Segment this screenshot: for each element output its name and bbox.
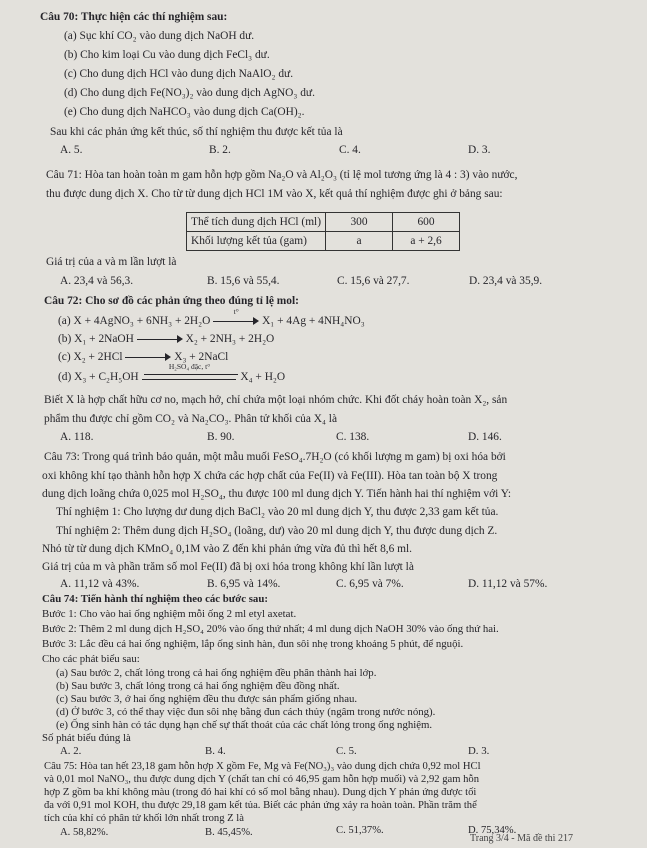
q74-item-a: (a) Sau bước 2, chất lỏng trong cả hai ống nghiệm đều phân thành hai lớp.: [56, 667, 377, 679]
page-footer: Trang 3/4 - Mã đề thi 217: [470, 833, 573, 844]
q72-eq-c-left: (c) X₂ + 2HCl: [58, 351, 123, 363]
q73-option-b: B. 6,95 và 14%.: [207, 578, 281, 590]
table-row: [187, 232, 460, 251]
q74-option-b: B. 4.: [205, 745, 226, 757]
q70-item-e: (e) Cho dung dịch NaHCO₃ vào dung dịch Ca(OH)₂.: [64, 106, 305, 118]
q71-line1: [46, 166, 517, 184]
q74-item-d: (d) Ở bước 3, có thể thay việc đun sôi nhẹ bằng đun cách thủy (ngâm trong nước nóng).: [56, 706, 436, 718]
table-cell-precipitate-label: Khối lượng kết tủa (gam): [187, 232, 326, 251]
q74-option-a: A. 2.: [60, 745, 82, 757]
q74-intro: Cho các phát biểu sau:: [42, 653, 140, 665]
q72-stem: Câu 72: Cho sơ đồ các phản ứng theo đúng tỉ lệ mol:: [44, 295, 299, 307]
reaction-arrow-icon: [213, 307, 259, 326]
q73-option-c: C. 6,95 và 7%.: [336, 578, 404, 590]
q73-line7: Giá trị của m và phần trăm số mol Fe(II) đã bị oxi hóa trong không khí lần lượt là: [42, 561, 414, 573]
q74-question: Số phát biểu đúng là: [42, 732, 131, 744]
q73-line5: Thí nghiệm 2: Thêm dung dịch H₂SO₄ (loãng, dư) vào 20 ml dung dịch Y, thu được dung dịch Z.: [56, 525, 498, 537]
table-cell-a-plus: a + 2,6: [393, 232, 460, 251]
q72-equation-a: [58, 307, 365, 330]
q75-option-c: C. 51,37%.: [336, 825, 384, 836]
q71-option-d: D. 23,4 và 35,9.: [469, 275, 543, 287]
table-row: [187, 213, 460, 232]
table-cell-a: a: [326, 232, 393, 251]
q70-question: Sau khi các phản ứng kết thúc, số thí nghiệm thu được kết tủa là: [50, 126, 343, 138]
q72-option-a: A. 118.: [60, 431, 94, 443]
q72-eq-a-right: X₁ + 4Ag + 4NH₄NO₃: [262, 315, 365, 327]
q75-line4: đa với 0,91 mol KOH, thu được 29,18 gam kết tủa. Biết các phản ứng xảy ra hoàn toàn. Phần trăm thể: [44, 800, 477, 811]
q71-results-table: [186, 212, 460, 251]
q73-line3: dung dịch loãng chứa 0,025 mol H₂SO₄, thu được 100 ml dung dịch Y. Tiến hành hai thí nghiệm với Y:: [42, 488, 512, 500]
q70-option-d: D. 3.: [468, 144, 491, 156]
q72-option-b: B. 90.: [207, 431, 235, 443]
q70-item-d: (d) Cho dung dịch Fe(NO₃)₂ vào dung dịch AgNO₃ dư.: [64, 87, 315, 99]
reaction-arrow-icon: [137, 334, 183, 344]
q72-eq-a-left: (a) X + 4AgNO₃ + 6NH₃ + 2H₂O: [58, 315, 211, 327]
q72-option-d: D. 146.: [468, 431, 502, 443]
q71-option-b: B. 15,6 và 55,4.: [207, 275, 280, 287]
q72-equation-d: [58, 362, 286, 386]
q72-line1: Biết X là hợp chất hữu cơ no, mạch hở, chỉ chứa một loại nhóm chức. Khi đốt cháy hoàn toàn X₂, sản: [44, 394, 508, 406]
q72-eq-b-right: X₂ + 2NH₃ + 2H₂O: [185, 333, 275, 345]
q74-item-b: (b) Sau bước 3, chất lỏng trong cả hai ống nghiệm đều đồng nhất.: [56, 680, 340, 692]
q72-eq-a-condition: t°: [233, 307, 239, 317]
q75-option-b: B. 45,45%.: [205, 827, 253, 838]
q72-equation-b: [58, 330, 274, 348]
q73-line6: Nhỏ từ từ dung dịch KMnO₄ 0,1M vào Z đến khi phản ứng vừa đủ thì hết 8,6 ml.: [42, 543, 413, 555]
q73-line1: Câu 73: Trong quá trình bảo quản, một mẫu muối FeSO₄.7H₂O (có khối lượng m gam) bị oxi hóa bởi: [44, 451, 506, 463]
q75-line5: tích của khí có phân tử khối lớn nhất trong Z là: [44, 813, 244, 824]
q74-step2: Bước 2: Thêm 2 ml dung dịch H₂SO₄ 20% vào ống thứ nhất; 4 ml dung dịch NaOH 30% vào ống thứ hai.: [42, 623, 499, 635]
q70-stem: Câu 70: Thực hiện các thí nghiệm sau:: [40, 11, 228, 23]
q71-question: Giá trị của a và m lần lượt là: [46, 256, 177, 268]
q71-option-c: C. 15,6 và 27,7.: [337, 275, 410, 287]
q74-option-d: D. 3.: [468, 745, 490, 757]
q71-line1-text: Câu 71: Hòa tan hoàn toàn m gam hỗn hợp gồm Na₂O và Al₂O₃ (tỉ lệ mol tương ứng là 4 : 3) vào nước,: [46, 169, 518, 181]
q73-option-a: A. 11,12 và 43%.: [60, 578, 140, 590]
q75-option-a: A. 58,82%.: [60, 827, 109, 838]
q75-line1: Câu 75: Hòa tan hết 23,18 gam hỗn hợp X gồm Fe, Mg và Fe(NO₃)₃ vào dung dịch chứa 0,92 mol HCl: [44, 761, 481, 772]
q74-stem: Câu 74: Tiến hành thí nghiệm theo các bước sau:: [42, 593, 268, 605]
q72-eq-c-right: X₃ + 2NaCl: [174, 351, 229, 363]
q71-line2: thu được dung dịch X. Cho từ từ dung dịch HCl 1M vào X, kết quả thí nghiệm được ghi ở bảng sau:: [46, 188, 503, 200]
q70-item-b: (b) Cho kim loại Cu vào dung dịch FeCl₃ dư.: [64, 49, 270, 61]
q74-option-c: C. 5.: [336, 745, 357, 757]
q75-line3: hợp Z gồm ba khí không màu (trong đó hai khí có số mol bằng nhau). Dung dịch Y phản ứng được tối: [44, 787, 477, 798]
q73-line2: oxi không khí tạo thành hỗn hợp X chứa các hợp chất của Fe(II) và Fe(III). Hòa tan toàn bộ X trong: [42, 470, 498, 482]
q73-option-d: D. 11,12 và 57%.: [468, 578, 548, 590]
q73-line4: Thí nghiệm 1: Cho lượng dư dung dịch BaCl₂ vào 20 ml dung dịch Y, thu được 2,33 gam kết tủa.: [56, 506, 499, 518]
table-cell-300: 300: [326, 213, 393, 232]
q72-eq-d-left: (d) X₃ + C₂H₅OH: [58, 371, 139, 383]
q74-step1: Bước 1: Cho vào hai ống nghiệm mỗi ống 2 ml etyl axetat.: [42, 608, 297, 620]
q70-item-c: (c) Cho dung dịch HCl vào dung dịch NaAlO₂ dư.: [64, 68, 294, 80]
q74-item-c: (c) Sau bước 3, ở hai ống nghiệm đều thu được sản phẩm giống nhau.: [56, 693, 358, 705]
q70-item-a: (a) Sục khí CO₂ vào dung dịch NaOH dư.: [64, 30, 255, 42]
q72-line2: phẩm thu được chỉ gồm CO₂ và Na₂CO₃. Phân tử khối của X₄ là: [44, 413, 338, 425]
table-cell-600: 600: [393, 213, 460, 232]
reaction-arrow-icon: [125, 352, 171, 362]
table-cell-hcl-volume-label: Thể tích dung dịch HCl (ml): [187, 213, 326, 232]
q74-step3: Bước 3: Lắc đều cả hai ống nghiệm, lắp ống sinh hàn, đun sôi nhẹ trong khoảng 5 phút, để nguội.: [42, 638, 464, 650]
q75-line2: và 0,01 mol NaNO₃, thu được dung dịch Y (chất tan chỉ có 46,95 gam hỗn hợp muối) và 2,92 gam hỗn: [44, 774, 479, 785]
q72-eq-d-right: X₄ + H₂O: [240, 371, 286, 383]
q75-option-d: D. 75,34%.: [468, 825, 517, 836]
q72-eq-b-left: (b) X₁ + 2NaOH: [58, 333, 134, 345]
q70-option-a: A. 5.: [60, 144, 83, 156]
q71-option-a: A. 23,4 và 56,3.: [60, 275, 134, 287]
q72-option-c: C. 138.: [336, 431, 370, 443]
q70-option-c: C. 4.: [339, 144, 361, 156]
q72-eq-d-condition: H₂SO₄ đặc, t°: [168, 362, 211, 372]
equilibrium-arrow-icon: [142, 362, 238, 383]
q70-option-b: B. 2.: [209, 144, 231, 156]
q74-item-e: (e) Ống sinh hàn có tác dụng hạn chế sự thất thoát của các chất lỏng trong ống nghiệm.: [56, 719, 433, 731]
